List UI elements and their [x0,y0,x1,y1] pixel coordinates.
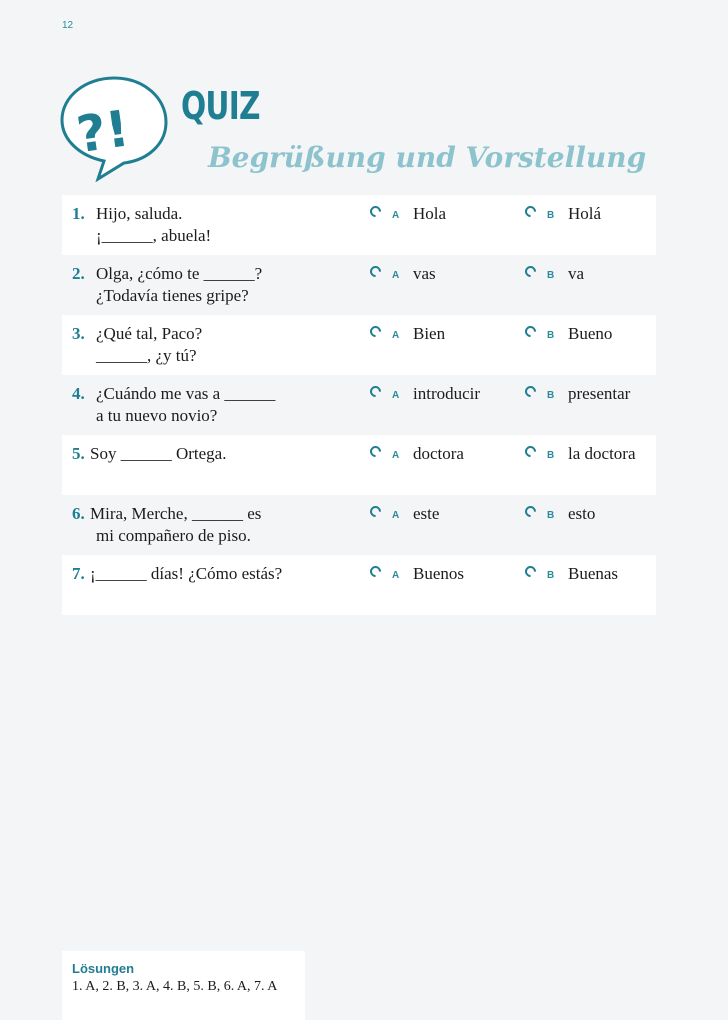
question-text-continued: mi compañero de piso. [96,526,251,545]
question-row [62,195,656,255]
option-letter: B [547,570,555,581]
option-answer: Buenos [413,564,464,583]
question-text: Olga, ¿cómo te ______? [96,264,263,283]
option-letter: B [547,210,555,221]
quiz-title: QUIZ [181,84,260,128]
option-answer: introducir [413,384,481,403]
question-row [62,375,656,435]
radio-circle-icon[interactable] [368,384,384,400]
question-number: 1. [72,204,85,223]
option-answer: Hola [413,204,447,223]
question-row [62,435,656,495]
question-text-continued: ¡______, abuela! [96,226,212,245]
solutions-title: Lösungen [72,961,135,976]
option-letter: A [392,330,400,341]
option-answer: esto [568,504,596,523]
question-row [62,315,656,375]
option-answer: Buenas [568,564,619,583]
question-row [62,495,656,555]
option-answer: este [413,504,440,523]
option-answer: Bien [413,324,446,343]
option-letter: B [547,450,555,461]
option-letter: A [392,570,400,581]
question-number: 3. [72,324,85,343]
question-text: Mira, Merche, ______ es [90,504,262,523]
question-number: 7. [72,564,85,583]
option-letter: B [547,510,555,521]
radio-circle-icon[interactable] [368,504,384,520]
logo-text: ?! [73,99,133,165]
option-letter: A [392,270,400,281]
question-text: Hijo, saluda. [96,204,183,223]
option-letter: A [392,510,400,521]
question-text-continued: a tu nuevo novio? [96,406,218,425]
radio-circle-icon[interactable] [368,444,384,460]
radio-circle-icon[interactable] [368,324,384,340]
question-row [62,255,656,315]
question-number: 5. [72,444,85,463]
question-text: ¿Qué tal, Paco? [96,324,203,343]
radio-circle-icon[interactable] [523,504,539,520]
question-text-continued: ¿Todavía tienes gripe? [96,286,249,305]
option-answer: la doctora [568,444,636,463]
question-text-continued: ______, ¿y tú? [96,346,197,365]
radio-circle-icon[interactable] [523,384,539,400]
option-answer: va [568,264,585,283]
question-number: 2. [72,264,85,283]
radio-circle-icon[interactable] [523,444,539,460]
radio-circle-icon[interactable] [523,324,539,340]
solutions-text: 1. A, 2. B, 3. A, 4. B, 5. B, 6. A, 7. A [72,979,278,994]
question-text: Soy ______ Ortega. [90,444,227,463]
radio-circle-icon[interactable] [368,204,384,220]
radio-circle-icon[interactable] [368,564,384,580]
radio-circle-icon[interactable] [523,564,539,580]
page-number: 12 [62,20,74,31]
radio-circle-icon[interactable] [523,264,539,280]
solutions-box [62,951,305,1020]
option-letter: B [547,270,555,281]
option-letter: B [547,330,555,341]
option-answer: Holá [568,204,602,223]
question-text: ¡______ días! ¿Cómo estás? [90,564,283,583]
option-letter: A [392,210,400,221]
option-letter: A [392,390,400,401]
question-number: 4. [72,384,85,403]
radio-circle-icon[interactable] [368,264,384,280]
question-row [62,555,656,615]
question-text: ¿Cuándo me vas a ______ [96,384,276,403]
question-number: 6. [72,504,85,523]
radio-circle-icon[interactable] [523,204,539,220]
option-letter: B [547,390,555,401]
option-answer: vas [413,264,436,283]
option-answer: presentar [568,384,631,403]
option-answer: Bueno [568,324,613,343]
quiz-table [62,195,656,615]
quiz-speech-bubble-icon [58,74,170,182]
quiz-subtitle: Begrüßung und Vorstellung [208,141,647,174]
option-answer: doctora [413,444,464,463]
option-letter: A [392,450,400,461]
